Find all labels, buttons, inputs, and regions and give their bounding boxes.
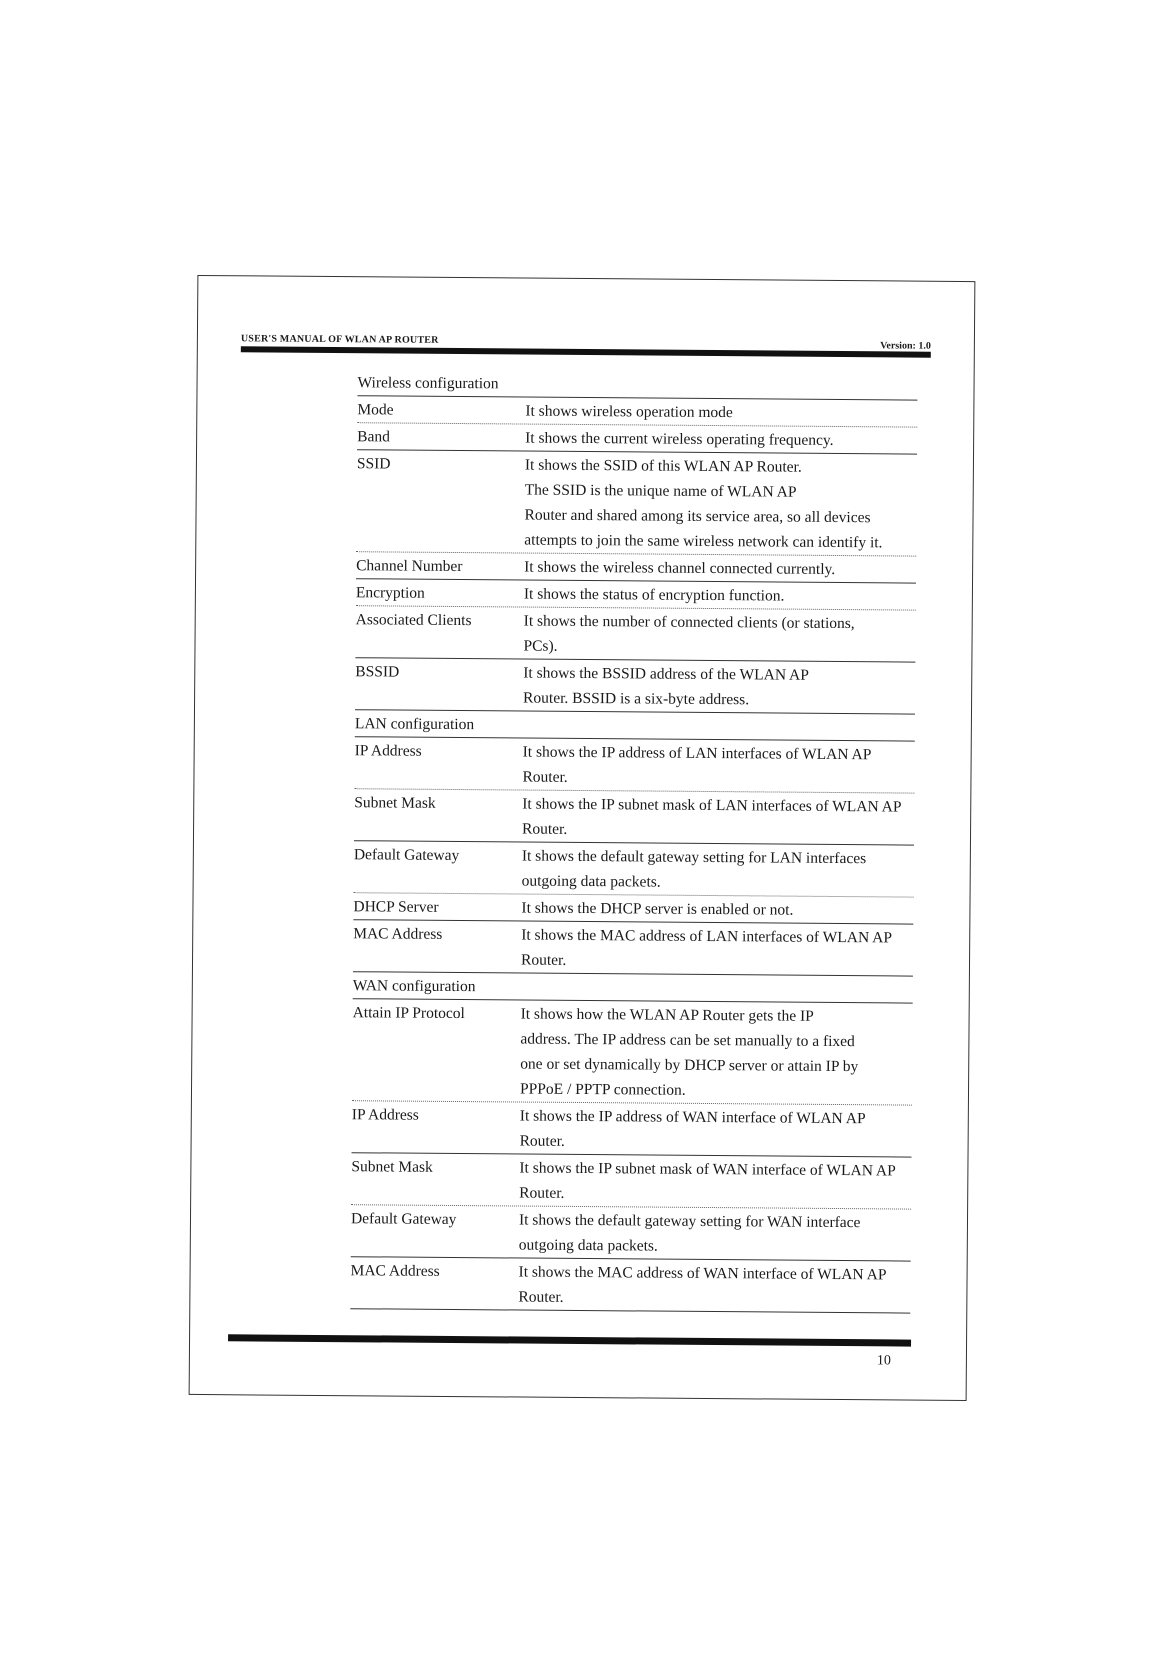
field-label: Associated Clients bbox=[355, 611, 472, 630]
field-description: It shows the MAC address of LAN interfaces of WLAN AP Router. bbox=[520, 926, 893, 969]
section-title: WAN configuration bbox=[352, 977, 476, 996]
field-label: Subnet Mask bbox=[354, 794, 436, 812]
manual-title: USER'S MANUAL OF WLAN AP ROUTER bbox=[240, 333, 439, 346]
table-row bbox=[354, 789, 914, 845]
field-description: It shows the number of connected clients (or stations, PCs). bbox=[523, 612, 855, 655]
field-description: It shows the status of encryption function. bbox=[523, 585, 785, 605]
field-label: Attain IP Protocol bbox=[352, 1004, 465, 1023]
field-label: Channel Number bbox=[356, 557, 463, 576]
field-label: SSID bbox=[356, 455, 391, 473]
field-label: Band bbox=[357, 428, 390, 446]
field-description: It shows the IP address of WAN interface of WLAN AP Router. bbox=[519, 1107, 866, 1150]
field-label: MAC Address bbox=[353, 925, 443, 943]
table-row bbox=[351, 1153, 911, 1209]
field-description: It shows the default gateway setting for WAN interface outgoing data packets. bbox=[518, 1211, 861, 1255]
section-title: Wireless configuration bbox=[357, 374, 499, 393]
table-row bbox=[354, 841, 914, 897]
table-row bbox=[352, 1101, 912, 1157]
table-row bbox=[356, 450, 917, 556]
table-row bbox=[355, 658, 915, 714]
table-row bbox=[351, 1205, 911, 1261]
table-row bbox=[350, 1257, 910, 1313]
field-description: It shows the SSID of this WLAN AP Router. The SSID is the unique name of WLAN AP Router and shared among its service area, so all devices attempts to join the same wireless network can identify it. bbox=[524, 456, 883, 552]
field-description: It shows the current wireless operating frequency. bbox=[525, 429, 834, 449]
field-label: Mode bbox=[357, 401, 394, 419]
footer-rule bbox=[228, 1334, 911, 1346]
field-description: It shows the wireless channel connected currently. bbox=[524, 558, 836, 578]
config-table bbox=[350, 369, 917, 1313]
field-description: It shows the IP subnet mask of WAN interface of WLAN AP Router. bbox=[519, 1159, 896, 1202]
field-label: BSSID bbox=[355, 663, 400, 681]
field-description: It shows how the WLAN AP Router gets the IP address. The IP address can be set manually to a fixed one or set dynamically by DHCP server or attain IP by PPPoE / PPTP connection. bbox=[519, 1005, 859, 1099]
table-row bbox=[352, 999, 913, 1105]
field-label: MAC Address bbox=[350, 1262, 440, 1280]
manual-page bbox=[189, 275, 976, 1401]
table-row bbox=[354, 737, 914, 793]
section-title: LAN configuration bbox=[354, 715, 475, 734]
field-label: IP Address bbox=[351, 1106, 419, 1124]
field-description: It shows the BSSID address of the WLAN AP Router. BSSID is a six-byte address. bbox=[523, 664, 809, 709]
field-description: It shows the MAC address of WAN interface of WLAN AP Router. bbox=[518, 1263, 887, 1306]
field-description: It shows the IP subnet mask of LAN interfaces of WLAN AP Router. bbox=[522, 795, 902, 838]
header-rule bbox=[241, 346, 931, 357]
field-description: It shows wireless operation mode bbox=[525, 402, 733, 422]
table-row bbox=[353, 920, 913, 976]
field-label: Default Gateway bbox=[350, 1210, 457, 1229]
field-label: Subnet Mask bbox=[351, 1158, 433, 1176]
field-label: Encryption bbox=[355, 584, 425, 602]
field-label: Default Gateway bbox=[353, 846, 460, 865]
version-label: Version: 1.0 bbox=[880, 340, 931, 352]
field-label: IP Address bbox=[354, 742, 422, 760]
field-description: It shows the default gateway setting for LAN interfaces outgoing data packets. bbox=[521, 847, 867, 891]
table-row bbox=[355, 606, 915, 662]
field-description: It shows the DHCP server is enabled or not. bbox=[521, 899, 794, 919]
field-label: DHCP Server bbox=[353, 898, 439, 916]
page-header bbox=[241, 333, 931, 362]
page-number: 10 bbox=[876, 1353, 891, 1369]
field-description: It shows the IP address of LAN interfaces of WLAN AP Router. bbox=[522, 743, 872, 786]
